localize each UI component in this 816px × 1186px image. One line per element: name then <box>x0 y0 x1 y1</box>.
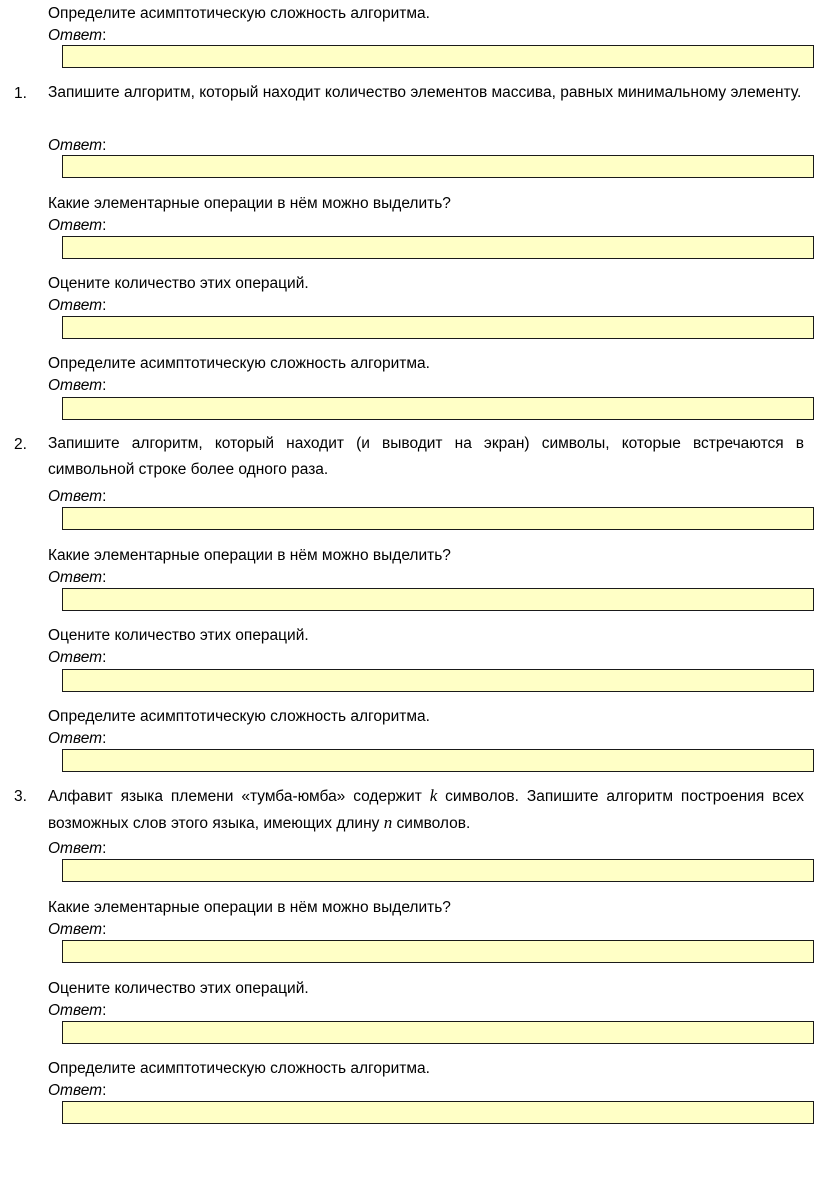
answer-label: Ответ: <box>48 1002 107 1019</box>
question-complexity: Определите асимптотическую сложность алгоритма. <box>48 1060 430 1077</box>
answer-field[interactable] <box>62 507 814 530</box>
task-number: 1. <box>14 85 27 102</box>
question-complexity: Определите асимптотическую сложность алгоритма. <box>48 355 430 372</box>
answer-label: Ответ: <box>48 649 107 666</box>
question-operations: Какие элементарные операции в нём можно выделить? <box>48 547 451 564</box>
answer-field[interactable] <box>62 1021 814 1044</box>
answer-field[interactable] <box>62 940 814 963</box>
answer-label: Ответ: <box>48 377 107 394</box>
answer-label: Ответ: <box>48 569 107 586</box>
task-2-text: Запишите алгоритм, который находит (и выводит на экран) символы, которые встречаются в символьной строке более одного раза. <box>48 435 804 478</box>
task-number: 2. <box>14 436 27 453</box>
answer-label: Ответ: <box>48 217 107 234</box>
question-complexity: Определите асимптотическую сложность алгоритма. <box>48 708 430 725</box>
question-count: Оцените количество этих операций. <box>48 275 309 292</box>
answer-label: Ответ: <box>48 840 107 857</box>
answer-field[interactable] <box>62 45 814 68</box>
answer-field[interactable] <box>62 669 814 692</box>
answer-label: Ответ: <box>48 27 107 44</box>
answer-label: Ответ: <box>48 297 107 314</box>
answer-field[interactable] <box>62 588 814 611</box>
task-1-text: Запишите алгоритм, который находит количество элементов массива, равных минимальному элементу. <box>48 84 802 101</box>
answer-label: Ответ: <box>48 137 107 154</box>
answer-field[interactable] <box>62 316 814 339</box>
answer-field[interactable] <box>62 1101 814 1124</box>
variable-n: n <box>383 813 393 832</box>
variable-k: k <box>429 786 438 805</box>
answer-field[interactable] <box>62 155 814 178</box>
answer-label: Ответ: <box>48 488 107 505</box>
answer-label: Ответ: <box>48 730 107 747</box>
question-count: Оцените количество этих операций. <box>48 980 309 997</box>
question-operations: Какие элементарные операции в нём можно выделить? <box>48 195 451 212</box>
question-count: Оцените количество этих операций. <box>48 627 309 644</box>
question-complexity-intro: Определите асимптотическую сложность алгоритма. <box>48 5 430 22</box>
task-number: 3. <box>14 788 27 805</box>
task-3-text: Алфавит языка племени «тумба-юмба» содержит k символов. Запишите алгоритм построения всех возможных слов этого языка, имеющих длину n символов. <box>48 786 804 832</box>
answer-label: Ответ: <box>48 921 107 938</box>
answer-label: Ответ: <box>48 1082 107 1099</box>
answer-field[interactable] <box>62 749 814 772</box>
question-operations: Какие элементарные операции в нём можно выделить? <box>48 899 451 916</box>
answer-field[interactable] <box>62 397 814 420</box>
answer-field[interactable] <box>62 236 814 259</box>
answer-field[interactable] <box>62 859 814 882</box>
